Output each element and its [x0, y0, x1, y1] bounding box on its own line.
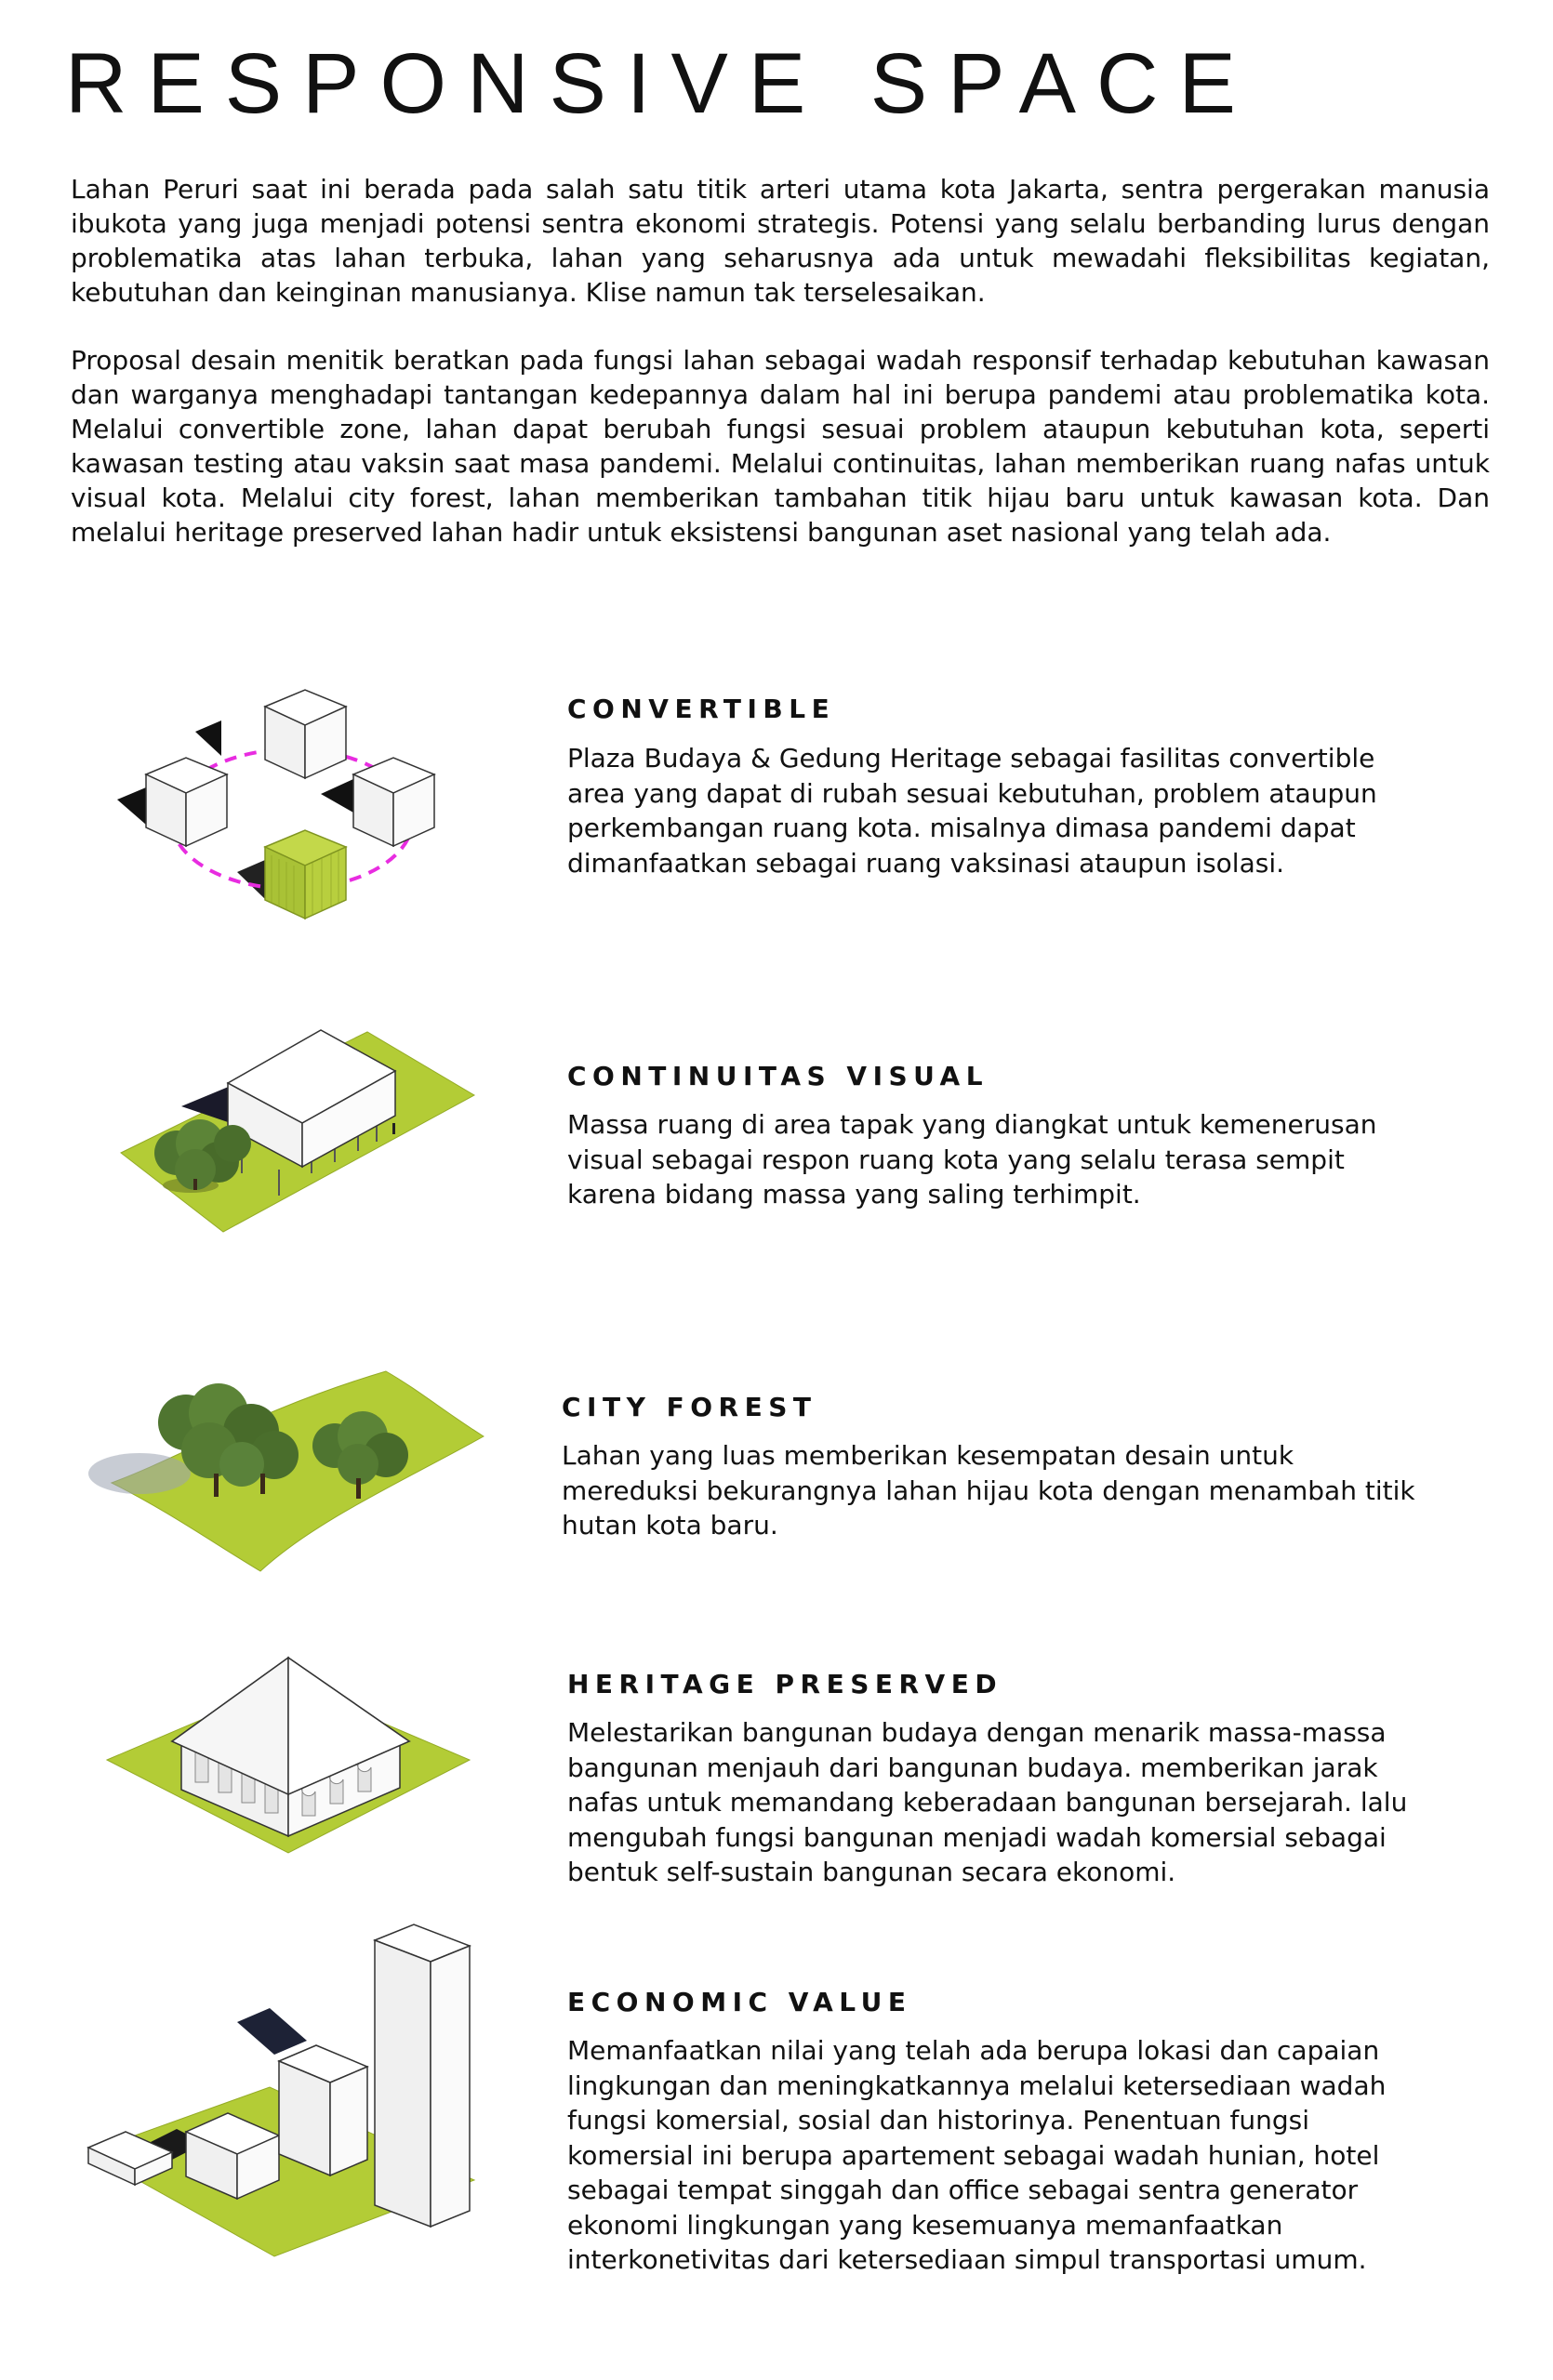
section-title-city-forest: CITY FOREST	[562, 1392, 817, 1422]
continuitas-diagram-icon	[102, 1013, 493, 1246]
section-body-economic-value: Memanfaatkan nilai yang telah ada berupa lokasi dan capaian lingkungan dan meningkatkannya melalui ketersediaan wadah fungsi komersial, sosial dan historinya. Penentuan fungsi komersial ini berupa apartement sebagai wadah hunian, hotel sebagai tempat singgah dan office sebagai sentra generator ekonomi lingkungan yang kesemuanya memanfaatkan interkonetivitas dari ketersediaan simpul transportasi umum.	[567, 2035, 1387, 2275]
shadow-icon	[237, 2008, 307, 2055]
economic-value-diagram-icon	[84, 1920, 484, 2259]
city-forest-diagram-icon	[74, 1343, 493, 1585]
section-body-city-forest: Lahan yang luas memberikan kesempatan desain untuk mereduksi bekurangnya lahan hijau kota dengan menambah titik hutan kota baru.	[562, 1440, 1415, 1540]
convertible-diagram-icon	[102, 683, 474, 934]
section-title-heritage-preserved: HERITAGE PRESERVED	[567, 1669, 1003, 1699]
intro-paragraph-2: Proposal desain menitik beratkan pada fungsi lahan sebagai wadah responsif terhadap kebutuhan kawasan dan warganya menghadapi tantangan kedepannya dalam hal ini berupa pandemi atau problematika kota. Melalui convertible zone, lahan dapat berubah fungsi sesuai problem ataupun kebutuhan kota, seperti kawasan testing atau vaksin saat masa pandemi. Melalui continuitas, lahan memberikan ruang nafas untuk visual kota. Melalui city forest, lahan memberikan tambahan titik hijau baru untuk kawasan kota. Dan melalui heritage preserved lahan hadir untuk eksistensi bangunan aset nasional yang telah ada.	[71, 345, 1490, 548]
section-body-convertible: Plaza Budaya & Gedung Heritage sebagai fasilitas convertible area yang dapat di rubah sesuai kebutuhan, problem ataupun perkembangan ruang kota. misalnya dimasa pandemi dapat dimanfaatkan sebagai ruang vaksinasi ataupun isolasi.	[567, 743, 1377, 879]
intro-paragraph-1: Lahan Peruri saat ini berada pada salah satu titik arteri utama kota Jakarta, sentra pergerakan manusia ibukota yang juga menjadi potensi sentra ekonomi strategis. Potensi yang selalu berbanding lurus dengan problematika atas lahan terbuka, lahan yang seharusnya ada untuk mewadahi fleksibilitas kegiatan, kebutuhan dan keinginan manusianya. Klise namun tak terselesaikan.	[71, 174, 1490, 308]
tall-building-icon	[279, 2045, 367, 2175]
cube-icon	[146, 758, 227, 846]
heritage-diagram-icon	[102, 1650, 474, 1873]
shadow-icon	[88, 1453, 191, 1494]
shadow-icon	[321, 779, 353, 813]
section-title-economic-value: ECONOMIC VALUE	[567, 1987, 912, 2017]
shadow-icon	[237, 860, 265, 899]
cube-icon	[265, 690, 346, 778]
section-title-convertible: CONVERTIBLE	[567, 694, 836, 724]
tower-building-icon	[375, 1924, 470, 2227]
green-cube-icon	[265, 830, 346, 919]
section-body-heritage-preserved: Melestarikan bangunan budaya dengan menarik massa-massa bangunan menjauh dari bangunan budaya. memberikan jarak nafas untuk memandang keberadaan bangunan bersejarah. lalu mengubah fungsi bangunan menjadi wadah komersial sebagai bentuk self-sustain bangunan secara ekonomi.	[567, 1717, 1408, 1887]
section-title-continuitas-visual: CONTINUITAS VISUAL	[567, 1061, 989, 1091]
shadow-icon	[195, 721, 221, 756]
cube-icon	[353, 758, 434, 846]
section-body-continuitas-visual: Massa ruang di area tapak yang diangkat untuk kemenerusan visual sebagai respon ruang kota yang selalu terasa sempit karena bidang massa yang saling terhimpit.	[567, 1109, 1377, 1210]
page-title: RESPONSIVE SPACE	[65, 36, 1256, 131]
intro-text	[71, 172, 1490, 583]
shadow-icon	[117, 787, 146, 825]
